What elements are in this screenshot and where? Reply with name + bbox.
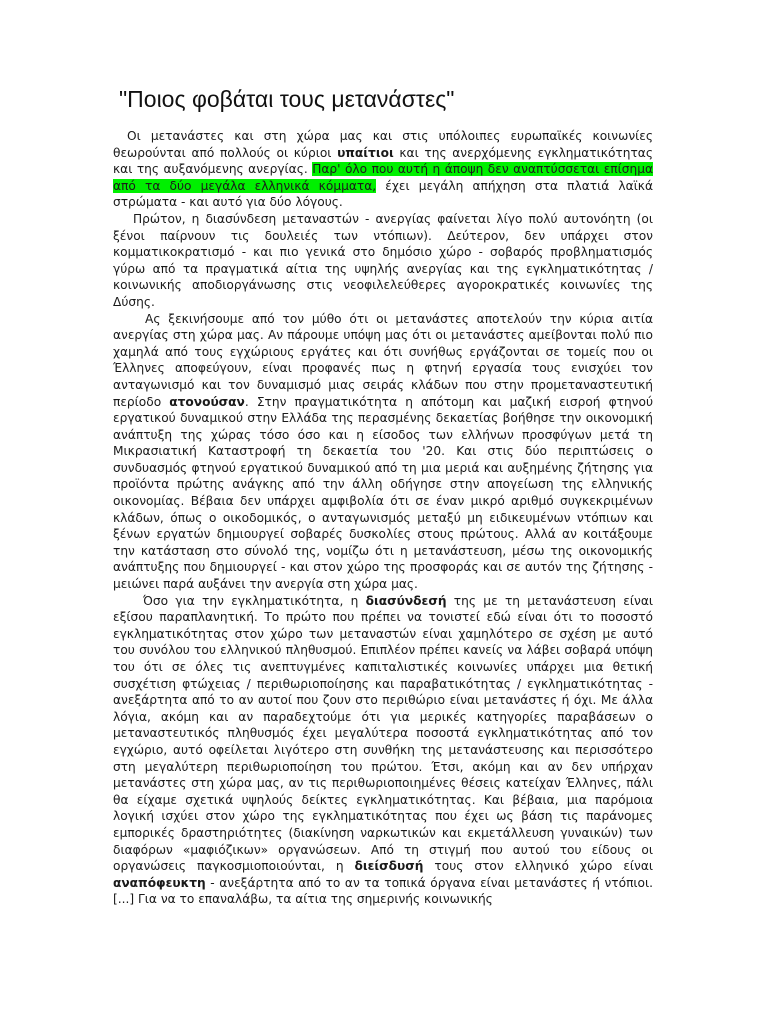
p4-text-e: τους στον ελληνικό χώρο είναι	[423, 859, 653, 874]
p3-bold-word: ατονούσαν	[169, 394, 245, 409]
p3-text-a: Ας ξεκινήσουμε από τον μύθο ότι οι μετανάστες αποτελούν την κύρια αιτία ανεργίας στη χώρα μας. Αν πάρουμε υπόψη μας ότι οι μετανάστες αμείβονται πολύ πιο χαμηλά από τους εγχώριους εργάτες και ότι συνήθως εργάζονται σε τομείς που οι Έλληνες αποφεύγουν, είναι προφανές πως η φτηνή εργασία τους ενισχύει τον ανταγωνισμό και τον δυναμισμό μιας σειράς κλάδων που στην προμεταναστευτική περίοδο	[113, 311, 653, 409]
p4-text-g: - ανεξάρτητα από το αν τα τοπικά όργανα είναι μετανάστες ή ντόπιοι. [...] Για να το επαναλάβω, τα αίτια της σημερινής κοινωνικής	[113, 875, 653, 907]
paragraph-4	[113, 593, 653, 908]
p4-bold-connection: διασύνδεσή	[365, 593, 447, 608]
p1-text-d: έχει μεγάλη απήχηση στα πλατιά λαϊκά στρώματα - και αυτό για δύο λόγους.	[113, 178, 653, 210]
paragraph-3	[113, 311, 653, 593]
p3-text-c: . Στην πραγματικότητα η απότομη και μαζική εισροή φτηνού εργατικού δυναμικού στην Ελλάδα της περασμένης δεκαετίας βοήθησε την οικονομική ανάπτυξη της χώρας τόσο όσο και η είσοδος των ελλήνων προσφύγων μετά τη Μικρασιατική Καταστροφή τη δεκαετία του '20. Και στις δύο περιπτώσεις ο συνδυασμός φτηνού εργατικού δυναμικού από τη μια μεριά και αυξημένης ζήτησης για προϊόντα πρώτης ανάγκης από την άλλη οδήγησε στην απογείωση της ελληνικής οικονομίας. Βέβαια δεν υπάρχει αμφιβολία ότι σε έναν μικρό αριθμό συγκεκριμένων κλάδων, όπως ο οικοδομικός, ο ανταγωνισμός μεταξύ μη ειδικευμένων ντόπιων και ξένων εργατών δημιουργεί σοβαρές δυσκολίες στους πρώτους. Αλλά αν κοιτάξουμε την κατάσταση στο σύνολό της, νομίζω ότι η μετανάστευση, μέσω της οικονομικής ανάπτυξης που δημιουργεί - και στον χώρο της προσφοράς και σε αυτόν της ζήτησης - μειώνει παρά αυξάνει την ανεργία στη χώρα μας.	[113, 394, 654, 592]
paragraph-2: Πρώτον, η διασύνδεση μεταναστών - ανεργίας φαίνεται λίγο πολύ αυτονόητη (οι ξένοι παίρνουν τις δουλειές των ντόπιων). Δεύτερον, δεν υπάρχει στον κομματικοκρατισμό - και πιο γενικά στο δημόσιο χώρο - σοβαρός προβληματισμός γύρω από τα πραγματικά αίτια της υψηλής ανεργίας και της εγκληματικότητας / κοινωνικής αποδιοργάνωσης στις νεοφιλελεύθερες αγοροκρατικές κοινωνίες της Δύσης.	[113, 211, 653, 309]
p1-bold-culprits: υπαίτιοι	[337, 145, 394, 160]
document-body	[113, 128, 653, 908]
p4-text-a: Όσο για την εγκληματικότητα, η	[143, 593, 366, 608]
document-title: "Ποιος φοβάται τους μετανάστες"	[119, 86, 455, 112]
paragraph-1	[113, 128, 653, 211]
p1-text-a: Οι μετανάστες και στη χώρα μας και στις υπόλοιπες ευρωπαϊκές κοινωνίες θεωρούνται από πολλούς οι κύριοι	[113, 129, 653, 160]
p1-text-c: και της ανερχόμενης εγκληματικότητας και της αυξανόμενης ανεργίας.	[113, 145, 653, 177]
p1-highlighted-sentence: Παρ' όλο που αυτή η άποψη δεν αναπτύσσεται επίσημα από τα δύο μεγάλα ελληνικά κόμματα,	[113, 162, 653, 193]
p4-bold-penetration: διείσδυσή	[354, 859, 424, 874]
p4-text-c: της με τη μετανάστευση είναι εξίσου παραπλανητική. Το πρώτο που πρέπει να τονιστεί εδώ είναι ότι το ποσοστό εγκληματικότητας στον χώρο των μεταναστών είναι χαμηλότερο σε σχέση με αυτό του συνόλου του ελληνικού πληθυσμού. Επιπλέον πρέπει κανείς να λάβει σοβαρά υπόψη του ότι σε όλες τις ανεπτυγμένες καπιταλιστικές κοινωνίες υπάρχει μια θετική συσχέτιση φτώχειας / περιθωριοποίησης και παραβατικότητας / εγκληματικότητας - ανεξάρτητα από το αν αυτοί που ζουν στο περιθώριο είναι μετανάστες ή όχι. Με άλλα λόγια, ακόμη και αν παραδεχτούμε ότι για μερικές κατηγορίες παραβάσεων ο μεταναστευτικός πληθυσμός έχει μεγαλύτερα ποσοστά εγκληματικότητας από τον εγχώριο, αυτό οφείλεται λιγότερο στη συνθήκη της μετανάστευσης και περισσότερο στη μεγαλύτερη περιθωριοποίηση του πρώτου. Έτσι, ακόμη και αν δεν υπήρχαν μετανάστες στη χώρα μας, αν τις περιθωριοποιημένες θέσεις κατείχαν Έλληνες, πάλι θα είχαμε σχετικά υψηλούς δείκτες εγκληματικότητας. Και βέβαια, μια παρόμοια λογική ισχύει στον χώρο της εγκληματικότητας που έχει ως βάση τις παράνομες εμπορικές δραστηριότητες (διακίνηση ναρκωτικών και εκμετάλλευση γυναικών) των διαφόρων «μαφιόζικων» οργανώσεων. Από τη στιγμή που αυτού του είδους οι οργανώσεις παγκοσμιοποιούνται, η	[113, 593, 653, 874]
p4-bold-inevitable: αναπόφευκτη	[113, 875, 206, 890]
